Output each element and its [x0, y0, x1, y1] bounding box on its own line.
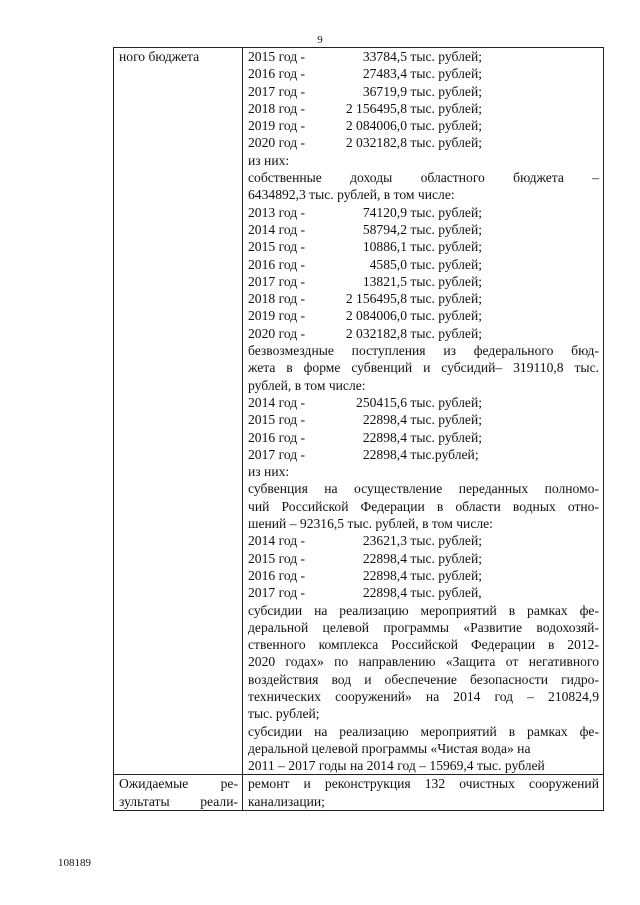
- amount-unit: тыс. рублей;: [410, 412, 482, 428]
- funding-year-line: [248, 567, 599, 584]
- amount-unit: тыс. рублей;: [410, 100, 482, 116]
- amount-value: 74120,9: [362, 204, 407, 220]
- amount-value: 10886,1: [362, 239, 407, 255]
- amount-unit: тыс. рублей;: [410, 66, 482, 82]
- funding-year-line: [248, 134, 599, 151]
- result-line: ремонт и реконструкция 132 очистных сооружений: [248, 776, 599, 792]
- funding-text-line: деральной целевой программы «Развитие водохозяй-: [248, 619, 599, 635]
- funding-text-line: ственного комплекса Российской Федерации в 2012-: [248, 637, 599, 653]
- funding-text-line: 2011 – 2017 годы на 2014 год – 15969,4 тыс. рублей: [248, 758, 545, 774]
- year-label: 2015 год -: [248, 49, 306, 64]
- funding-year-line: [248, 429, 599, 446]
- amount-value: 2 084006,0: [345, 118, 407, 134]
- funding-text-line: воздействия вод и обеспечение безопасности гидро-: [248, 671, 599, 687]
- row-label-line: Ожидаемые ре-: [119, 776, 238, 792]
- amount-unit: тыс. рублей;: [410, 550, 482, 566]
- row-label: ного бюджета: [119, 49, 200, 64]
- result-line: канализации;: [248, 793, 325, 809]
- funding-year-line: [248, 117, 599, 134]
- funding-year-line: [248, 307, 599, 324]
- amount-value: 4585,0: [369, 256, 407, 272]
- funding-year-line: [248, 411, 599, 428]
- year-label: 2014 год -: [248, 533, 306, 549]
- funding-year-line: [248, 584, 599, 601]
- amount-unit: тыс. рублей;: [410, 291, 482, 307]
- funding-lines: [248, 48, 599, 774]
- amount-value: 2 032182,8: [345, 325, 407, 341]
- amount-unit: тыс. рублей,: [410, 585, 482, 601]
- year-label: 2019 год -: [248, 118, 306, 134]
- funding-text-line: жета в форме субвенций и субсидий– 319110,8 тыс.: [248, 360, 599, 376]
- year-label: 2015 год -: [248, 412, 306, 428]
- amount-unit: тыс. рублей;: [410, 204, 482, 220]
- funding-year-line: [248, 550, 599, 567]
- funding-text-line: субвенция на осуществление переданных полномо-: [248, 481, 599, 497]
- funding-text-line: из них:: [248, 464, 290, 480]
- year-label: 2013 год -: [248, 204, 306, 220]
- amount-value: 22898,4: [362, 429, 407, 445]
- funding-text-line: субсидии на реализацию мероприятий в рамках фе-: [248, 723, 599, 739]
- row-label-cell: [114, 775, 243, 811]
- year-label: 2015 год -: [248, 239, 306, 255]
- year-label: 2020 год -: [248, 325, 306, 341]
- year-label: 2017 год -: [248, 585, 306, 601]
- amount-value: 36719,9: [362, 83, 407, 99]
- year-label: 2015 год -: [248, 550, 306, 566]
- year-label: 2016 год -: [248, 429, 306, 445]
- amount-unit: тыс. рублей;: [410, 429, 482, 445]
- funding-year-line: [248, 221, 599, 238]
- amount-unit: тыс. рублей;: [410, 135, 482, 151]
- funding-text-line: деральной целевой программы «Чистая вода» на: [248, 740, 531, 756]
- table-row-expected-results: [114, 775, 604, 811]
- funding-text-line: из них:: [248, 152, 290, 168]
- amount-unit: тыс. рублей;: [410, 308, 482, 324]
- amount-unit: тыс. рублей;: [410, 273, 482, 289]
- funding-text-line: безвозмездные поступления из федерального бюд-: [248, 343, 599, 359]
- funding-year-line: [248, 290, 599, 307]
- funding-text-line: субсидии на реализацию мероприятий в рамках фе-: [248, 602, 599, 618]
- amount-unit: тыс.рублей;: [410, 446, 479, 462]
- year-label: 2018 год -: [248, 100, 306, 116]
- amount-value: 2 032182,8: [345, 135, 407, 151]
- amount-unit: тыс. рублей;: [410, 118, 482, 134]
- amount-value: 2 084006,0: [345, 308, 407, 324]
- funding-year-line: [248, 100, 599, 117]
- year-label: 2018 год -: [248, 291, 306, 307]
- funding-year-line: [248, 48, 599, 65]
- document-code: 108189: [58, 857, 91, 869]
- funding-text-line: 2020 годах» по направлению «Защита от негативного: [248, 654, 599, 670]
- funding-text-line: рублей, в том числе:: [248, 377, 366, 393]
- funding-year-line: [248, 238, 599, 255]
- amount-unit: тыс. рублей;: [410, 49, 482, 64]
- amount-unit: тыс. рублей;: [410, 533, 482, 549]
- funding-text-line: собственные доходы областного бюджета –: [248, 170, 599, 186]
- amount-value: 2 156495,8: [345, 291, 407, 307]
- funding-year-line: [248, 532, 599, 549]
- funding-year-line: [248, 83, 599, 100]
- year-label: 2020 год -: [248, 135, 306, 151]
- funding-text-line: 6434892,3 тыс. рублей, в том числе:: [248, 187, 455, 203]
- year-label: 2014 год -: [248, 394, 306, 410]
- funding-details-cell: [243, 48, 604, 775]
- year-label: 2017 год -: [248, 446, 306, 462]
- table-row-funding: [114, 48, 604, 775]
- funding-year-line: [248, 325, 599, 342]
- amount-value: 2 156495,8: [345, 100, 407, 116]
- funding-text-line: чий Российской Федерации в области водных отно-: [248, 498, 599, 514]
- row-label-cell: [114, 48, 243, 775]
- row-label-line: зультаты реали-: [119, 793, 238, 809]
- amount-unit: тыс. рублей;: [410, 221, 482, 237]
- year-label: 2017 год -: [248, 273, 306, 289]
- year-label: 2016 год -: [248, 66, 306, 82]
- year-label: 2016 год -: [248, 567, 306, 583]
- funding-text-line: шений – 92316,5 тыс. рублей, в том числе:: [248, 516, 493, 532]
- amount-value: 22898,4: [362, 567, 407, 583]
- funding-text-line: тыс. рублей;: [248, 706, 320, 722]
- year-label: 2019 год -: [248, 308, 306, 324]
- amount-unit: тыс. рублей;: [410, 239, 482, 255]
- funding-year-line: [248, 204, 599, 221]
- year-label: 2014 год -: [248, 221, 306, 237]
- amount-unit: тыс. рублей;: [410, 394, 482, 410]
- amount-value: 250415,6: [356, 394, 407, 410]
- amount-value: 22898,4: [362, 446, 407, 462]
- amount-value: 22898,4: [362, 412, 407, 428]
- year-label: 2016 год -: [248, 256, 306, 272]
- passport-table: [113, 47, 604, 811]
- amount-value: 22898,4: [362, 550, 407, 566]
- funding-year-line: [248, 256, 599, 273]
- expected-results-cell: [243, 775, 604, 811]
- amount-unit: тыс. рублей;: [410, 83, 482, 99]
- funding-year-line: [248, 65, 599, 82]
- amount-value: 13821,5: [362, 273, 407, 289]
- funding-year-line: [248, 394, 599, 411]
- amount-value: 27483,4: [362, 66, 407, 82]
- amount-unit: тыс. рублей;: [410, 256, 482, 272]
- amount-unit: тыс. рублей;: [410, 325, 482, 341]
- amount-value: 33784,5: [362, 49, 407, 64]
- amount-value: 22898,4: [362, 585, 407, 601]
- year-label: 2017 год -: [248, 83, 306, 99]
- funding-year-line: [248, 446, 599, 463]
- amount-unit: тыс. рублей;: [410, 567, 482, 583]
- funding-text-line: технических сооружений» на 2014 год – 210824,9: [248, 688, 599, 704]
- amount-value: 58794,2: [362, 221, 407, 237]
- amount-value: 23621,3: [362, 533, 407, 549]
- page-number: 9: [317, 34, 323, 46]
- funding-year-line: [248, 273, 599, 290]
